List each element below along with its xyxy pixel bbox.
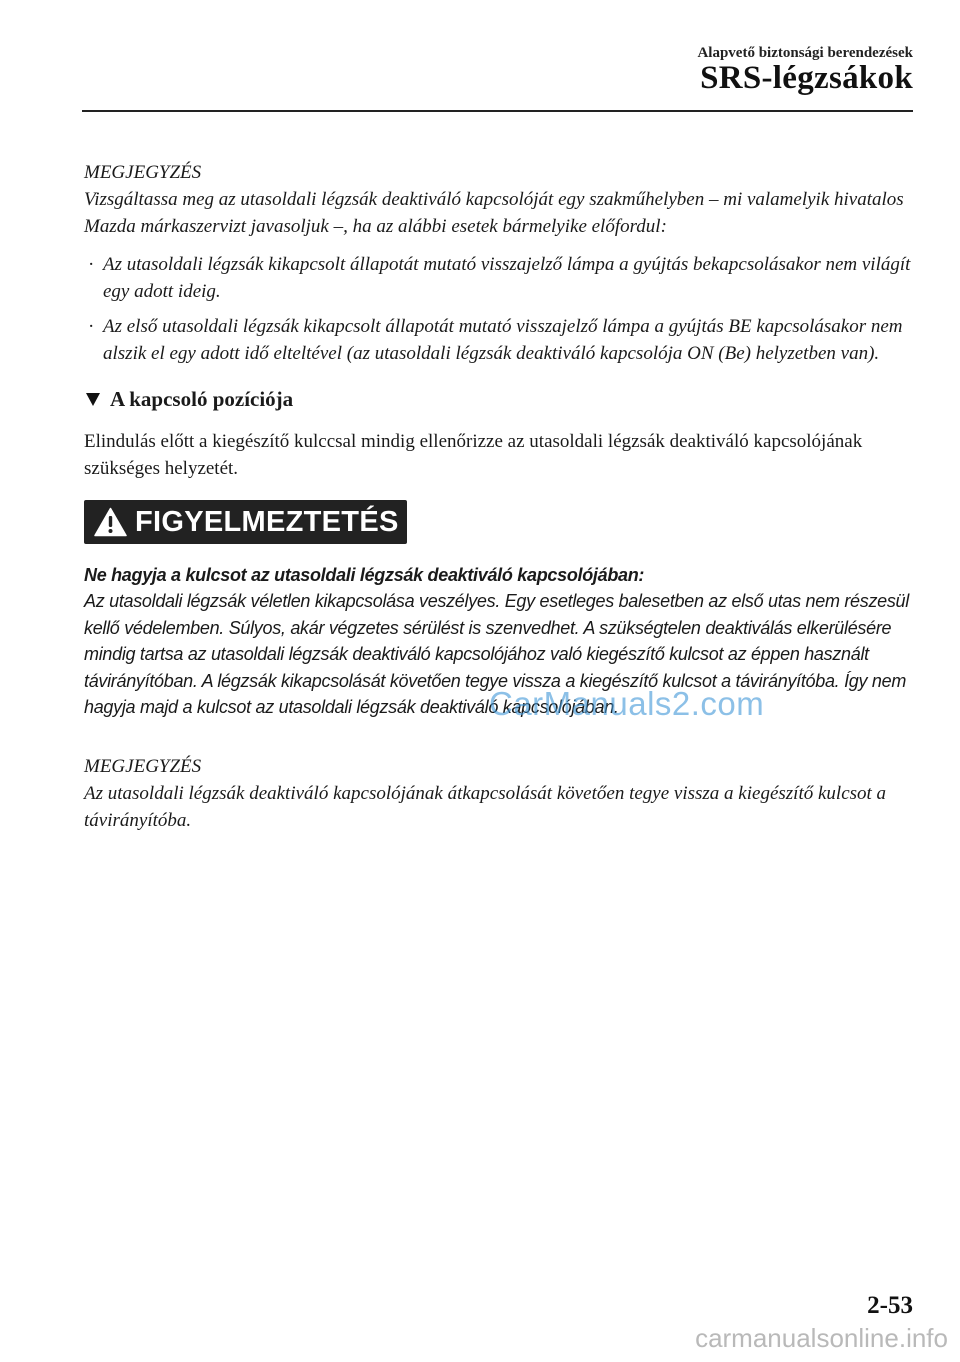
warning-label: FIGYELMEZTETÉS — [135, 505, 399, 538]
note-title: MEGJEGYZÉS — [84, 755, 202, 777]
note-text: Az utasoldali légzsák deaktiváló kapcsolójának átkapcsolását követően tegye vissza a kiegészítő kulcsot a távirányítóba. — [84, 782, 887, 831]
warning-title: Ne hagyja a kulcsot az utasoldali légzsák deaktiváló kapcsolójában: — [84, 565, 645, 585]
note-bullet-list — [84, 251, 914, 367]
triangle-down-icon — [86, 393, 100, 406]
header-divider — [82, 110, 913, 112]
warning-text: Az utasoldali légzsák véletlen kikapcsolása veszélyes. Egy esetleges balesetben az első utas nem részesül kellő védelemben. Súlyos, akár végzetes sérülést is szenvedhet. A szükségtelen deaktiválás elkerülésére mindig tartsa az utasoldali légzsák deaktiváló kapcsolójához való kiegészítő kulcsot az éppen használt távirányítóban. A légzsák kikapcsolását követően tegye vissza a kiegészítő kulcsot a távirányítóba. Így nem hagyja majd a kulcsot az utasoldali légzsák deaktiváló kapcsolójában. — [84, 591, 909, 717]
list-item-text: Az utasoldali légzsák kikapcsolt állapotát mutató visszajelző lámpa a gyújtás bekapcsolásakor nem világít egy adott ideig. — [103, 254, 911, 302]
section-text: Elindulás előtt a kiegészítő kulccsal mindig ellenőrizze az utasoldali légzsák deaktiváló kapcsolójának szükséges helyzetét. — [84, 431, 863, 479]
page-content — [84, 160, 914, 834]
section-heading — [84, 385, 914, 413]
list-item — [84, 313, 914, 367]
list-item-text: Az első utasoldali légzsák kikapcsolt állapotát mutató visszajelző lámpa a gyújtás BE kapcsolásakor nem alszik el egy adott idő elteltével (az utasoldali légzsák deaktiváló kapcsolója ON (Be) helyzetben van). — [103, 316, 903, 364]
chapter-title: SRS-légzsákok — [700, 60, 913, 96]
footer-watermark: carmanualsonline.info — [695, 1323, 948, 1353]
page-number: 2-53 — [867, 1292, 913, 1319]
warning-banner — [84, 500, 407, 544]
list-item — [84, 251, 914, 305]
section-heading-text: A kapcsoló pozíciója — [110, 387, 294, 411]
warning-triangle-icon — [94, 507, 127, 537]
bullet-dot-icon: · — [88, 254, 95, 275]
bullet-dot-icon: · — [88, 316, 95, 337]
note-text: Vizsgáltassa meg az utasoldali légzsák deaktiváló kapcsolóját egy szakműhelyben – mi valamelyik hivatalos Mazda márkaszervizt javasoljuk –, ha az alábbi esetek bármelyike előfordul: — [84, 189, 904, 237]
watermark: CarManuals2.com — [489, 685, 765, 722]
chapter-subtitle: Alapvető biztonsági berendezések — [697, 45, 913, 61]
note-title: MEGJEGYZÉS — [84, 162, 202, 183]
